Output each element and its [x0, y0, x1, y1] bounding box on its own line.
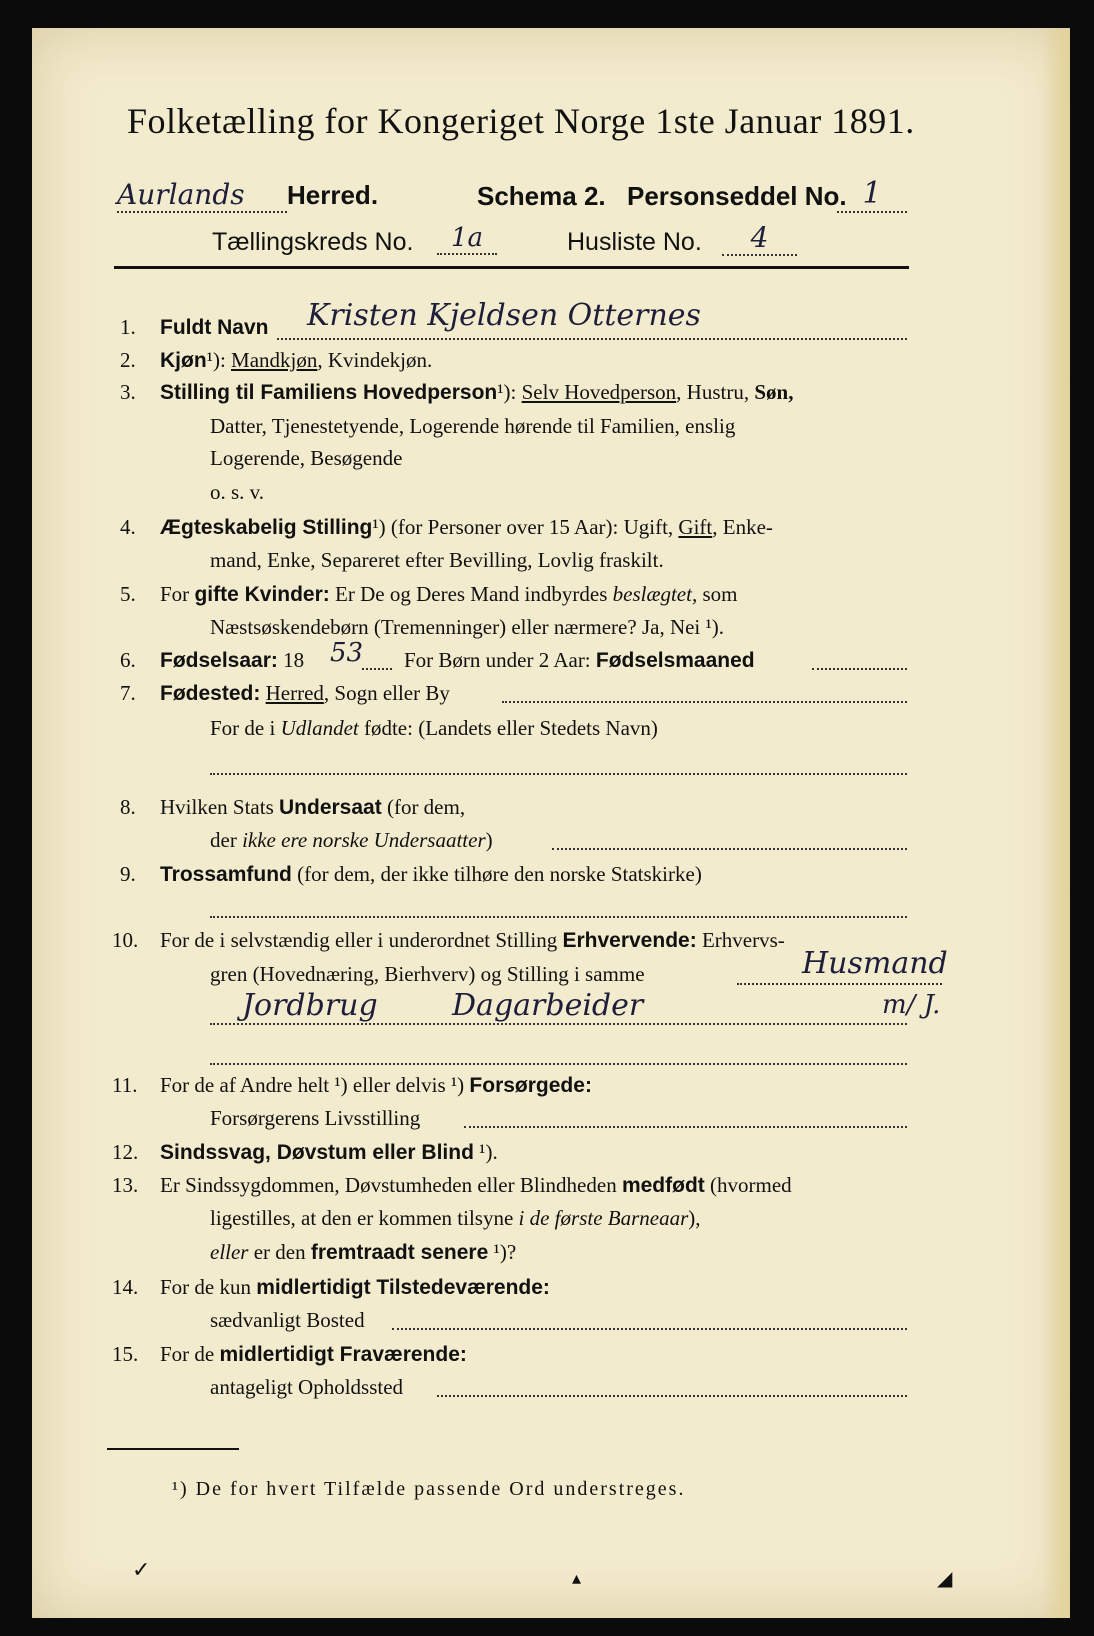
header-rule	[114, 266, 909, 269]
whereabouts-line	[437, 1395, 907, 1397]
item-12-line	[160, 1140, 498, 1165]
item-14-line-2: sædvanligt Bosted	[210, 1308, 365, 1332]
birthplace-options: , Sogn eller By	[323, 681, 450, 705]
item-8-line	[160, 795, 465, 820]
item-1-label	[160, 315, 269, 340]
corner-mark-icon: ◢	[937, 1566, 953, 1590]
item-5-text-3: som	[697, 582, 738, 606]
birthplace-label: Fødested:	[160, 682, 261, 705]
temp-present-label: midlertidigt Tilstedeværende:	[256, 1276, 550, 1299]
item-7-line-2	[210, 716, 658, 741]
item-2-line	[160, 348, 432, 373]
sex-male-underlined: Mandkjøn	[231, 348, 318, 372]
item-6-line-b	[404, 648, 755, 673]
congenital-paren: ),	[688, 1206, 701, 1230]
occupation-value-1: Husmand	[802, 946, 948, 981]
marital-status-text-2: , Enke-	[712, 515, 773, 539]
taellingskreds-label: Tællingskreds No.	[212, 228, 414, 256]
census-form-sheet	[32, 28, 1070, 1618]
item-13-line	[160, 1173, 792, 1198]
occupation-text-2: Erhvervs-	[696, 928, 785, 952]
abroad-line	[210, 773, 907, 775]
abroad-word: Udlandet	[280, 716, 359, 740]
birth-year-prefix: 18	[277, 648, 305, 672]
occupation-line-1	[737, 983, 942, 985]
citizenship-label: Undersaat	[279, 796, 382, 819]
supported-label: Forsørgede:	[469, 1074, 592, 1097]
item-3-line-4: o. s. v.	[210, 480, 265, 504]
item-10-line-2: gren (Hovednæring, Bierhverv) og Stilling i samme	[210, 962, 645, 986]
occupation-value-4: m/ J.	[882, 990, 941, 1020]
occupation-line-3	[210, 1063, 907, 1065]
item-15-line-2: antageligt Opholdssted	[210, 1375, 404, 1399]
birth-year-value: 53	[330, 638, 364, 668]
family-position-son: Søn,	[754, 380, 794, 404]
congenital-text-2: (hvormed	[704, 1173, 792, 1197]
footnote: ¹) De for hvert Tilfælde passende Ord understreges.	[172, 1478, 686, 1500]
married-women-label: gifte Kvinder:	[194, 583, 330, 606]
birth-month-line	[812, 668, 907, 670]
item-6-line	[160, 648, 304, 673]
item-13-line-2	[210, 1206, 701, 1231]
congenital-label: medfødt	[621, 1174, 705, 1197]
marital-status-label: Ægteskabelig Stilling	[160, 516, 373, 539]
family-position-selected: Selv Hovedperson	[521, 380, 677, 404]
item-5-line-2: Næstsøskendebørn (Tremenninger) eller nærmere? Ja, Nei ¹).	[210, 615, 725, 639]
item-number: 7.	[120, 681, 136, 705]
personseddel-value: 1	[837, 176, 907, 213]
birth-month-text: For Børn under 2 Aar:	[404, 648, 596, 672]
congenital-text-4: er den	[248, 1240, 311, 1264]
marital-status-selected: Gift	[678, 515, 713, 539]
birthplace-line	[502, 701, 907, 703]
occupation-text: For de i selvstændig eller i underordnet Stilling	[160, 928, 563, 952]
item-number: 2.	[120, 348, 136, 372]
husliste-label: Husliste No.	[567, 228, 702, 256]
item-5-line	[160, 582, 737, 607]
supported-text: For de af Andre helt ¹) eller delvis ¹)	[160, 1073, 470, 1097]
schema-label: Schema 2.	[477, 181, 606, 211]
temp-present-text: For de kun	[160, 1275, 257, 1299]
item-10-line	[160, 928, 785, 953]
item-number: 4.	[120, 515, 136, 539]
footnote-mark: ¹):	[497, 380, 522, 404]
herred-value: Aurlands	[117, 178, 287, 213]
sex-label: Kjøn	[160, 349, 207, 372]
family-position-options: , Hustru,	[676, 380, 755, 404]
herred-row	[117, 178, 378, 213]
item-number: 11.	[112, 1073, 138, 1097]
footnote-rule	[107, 1448, 239, 1450]
religion-text: (for dem, der ikke tilhøre den norske Statskirke)	[291, 862, 702, 886]
congenital-text: Er Sindssygdommen, Døvstumheden eller Blindheden	[160, 1173, 622, 1197]
sex-footnote: ¹):	[206, 348, 232, 372]
congenital-italic: i de første Barneaar	[518, 1206, 689, 1230]
item-13-line-3	[210, 1240, 516, 1265]
item-number: 15.	[112, 1342, 139, 1366]
form-title: Folketælling for Kongeriget Norge 1ste Januar 1891.	[127, 101, 915, 141]
occupation-value-2: Jordbrug	[242, 988, 378, 1023]
occupation-line-2	[210, 1023, 907, 1025]
item-8-line-2	[210, 828, 493, 853]
item-15-line	[160, 1342, 467, 1367]
disability-label: Sindssvag, Døvstum eller Blind	[160, 1141, 474, 1164]
full-name-label: Fuldt Navn	[160, 316, 269, 339]
footnote-mark: ¹).	[473, 1140, 498, 1164]
item-9-line	[160, 862, 702, 887]
citizenship-text-2: (for dem,	[381, 795, 466, 819]
item-11-line	[160, 1073, 592, 1098]
supporter-line	[464, 1126, 907, 1128]
usual-residence-line	[392, 1328, 907, 1330]
item-number: 9.	[120, 862, 136, 886]
occupation-value-3: Dagarbeider	[452, 988, 644, 1023]
citizenship-italic: ikke ere norske Undersaatter	[242, 828, 486, 852]
item-4-line	[160, 515, 773, 540]
item-14-line	[160, 1275, 550, 1300]
item-number: 5.	[120, 582, 136, 606]
item-number: 14.	[112, 1275, 139, 1299]
item-5-text-2: Er De og Deres Mand indbyrdes	[329, 582, 613, 606]
item-number: 8.	[120, 795, 136, 819]
birthplace-selected: Herred	[265, 681, 324, 705]
item-number: 1.	[120, 315, 136, 339]
or-word: eller	[210, 1240, 249, 1264]
citizenship-text: Hvilken Stats	[160, 795, 279, 819]
citizenship-text-3: der	[210, 828, 243, 852]
herred-label: Herred.	[287, 180, 379, 210]
taellingskreds-value: 1a	[437, 223, 497, 255]
sex-female: , Kvindekjøn.	[317, 348, 433, 372]
birth-month-label: Fødselsmaaned	[595, 649, 755, 672]
corner-mark-icon: ✓	[132, 1558, 151, 1583]
temp-absent-label: midlertidigt Fraværende:	[219, 1343, 467, 1366]
item-3-line-2: Datter, Tjenestetyende, Logerende hørende til Familien, enslig	[210, 414, 736, 438]
item-number: 10.	[112, 928, 139, 952]
item-3-line-3: Logerende, Besøgende	[210, 446, 403, 470]
occupation-label: Erhvervende:	[562, 929, 697, 952]
item-number: 12.	[112, 1140, 139, 1164]
abroad-text-2: fødte: (Landets eller Stedets Navn)	[358, 716, 658, 740]
item-5-related: beslægtet,	[612, 582, 698, 606]
full-name-line	[277, 338, 907, 340]
husliste-value: 4	[722, 221, 797, 256]
congenital-text-3: ligestilles, at den er kommen tilsyne	[210, 1206, 519, 1230]
religion-line	[210, 916, 907, 918]
citizenship-paren: )	[485, 828, 493, 852]
full-name-value: Kristen Kjeldsen Otternes	[307, 298, 701, 333]
item-number: 13.	[112, 1173, 139, 1197]
item-3-line	[160, 380, 793, 405]
item-7-line	[160, 681, 450, 706]
birth-year-label: Fødselsaar:	[160, 649, 278, 672]
birth-year-line	[362, 668, 392, 670]
temp-absent-text: For de	[160, 1342, 220, 1366]
center-mark-icon: ▴	[572, 1568, 582, 1589]
item-number: 6.	[120, 648, 136, 672]
item-5-text: For	[160, 582, 195, 606]
item-11-line-2: Forsørgerens Livsstilling	[210, 1106, 421, 1130]
item-number: 3.	[120, 380, 136, 404]
item-4-line-2: mand, Enke, Separeret efter Bevilling, Lovlig fraskilt.	[210, 548, 664, 572]
footnote-mark: ¹)?	[488, 1240, 517, 1264]
personseddel-label: Personseddel No.	[627, 181, 847, 211]
abroad-text: For de i	[210, 716, 281, 740]
family-position-label: Stilling til Familiens Hovedperson	[160, 381, 498, 404]
citizenship-line	[552, 848, 907, 850]
religion-label: Trossamfund	[160, 863, 292, 886]
marital-status-text: ¹) (for Personer over 15 Aar): Ugift,	[372, 515, 679, 539]
later-onset-label: fremtraadt senere	[310, 1241, 489, 1264]
